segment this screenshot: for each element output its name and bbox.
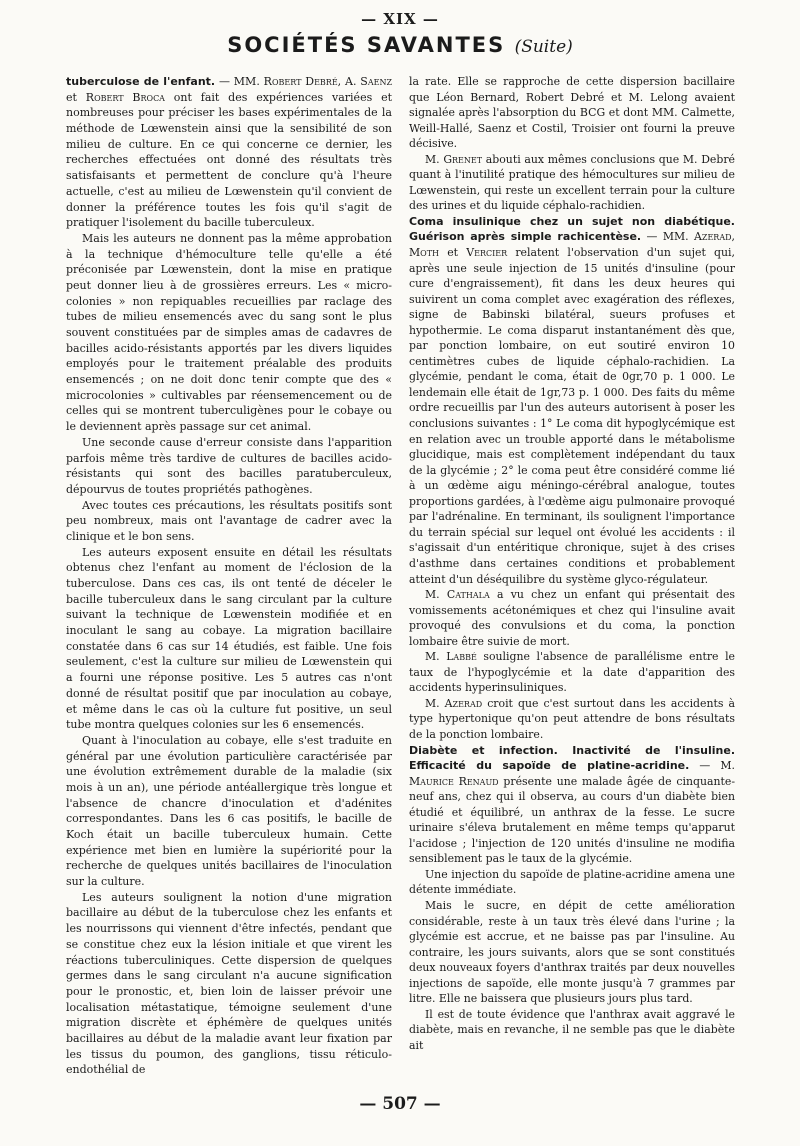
paragraph: Les auteurs soulignent la notion d'une migration bacillaire au début de la tuberculose chez les enfants et les nourrissons qui viennent d'être infectés, pendant que se constitue chez eux la lésion initiale et que virent les réactions tuberculiniques. Cette dispersion de quelques germes dans le sang circulant n'a aucune signification pour le pronostic, et, bien loin de laisser prévoir une localisation métastatique, témoigne seulement d'une migration discrète et éphémère de quelques unités bacillaires au début de la maladie avant leur fixation par les tissus du poumon, des ganglions, tissu réticulo-endothélial de (66, 890, 392, 1077)
author-name: Robert Debré (263, 75, 338, 88)
text-run: M. (425, 588, 447, 602)
text-run: présente une malade âgée de cinquante-neuf ans, chez qui il observa, au cours d'un diabète bien étudié et équilibré, un anthrax de la fesse. Le sucre urinaire s'éleva brutalement en même temps qu'apparut l'acidose ; l'injection de 120 unités d'insuline ne modifia sensiblement pas le taux de la glycémie. (409, 774, 735, 866)
author-name: Vercier (466, 246, 508, 260)
text-run: , (337, 75, 346, 88)
paragraph: Les auteurs exposent ensuite en détail les résultats obtenus chez l'enfant au moment de l'éclosion de la tuberculose. Dans ces cas, ils ont tenté de déceler le bacille tuberculeux dans le sang circulant par la culture suivant la technique de Lœwenstein modifiée et en inoculant le sang au cobaye. La migration bacillaire constatée dans 6 cas sur 14 étudiés, est faible. Une fois seulement, c'est la culture sur milieu de Lœwenstein qui a fourni une réponse positive. Les 5 autres cas n'ont donné de résultat positif que par inoculation au cobaye, et même dans le cas où la culture fut positive, un seul tube montra quelques colonies sur les 6 ensemencés. (66, 545, 392, 732)
section-subtitle: (Suite) (514, 37, 573, 57)
paragraph (409, 743, 735, 867)
text-run: — MM. (641, 230, 695, 244)
paragraph (409, 696, 735, 743)
text-run: et (439, 246, 467, 260)
text-run: abouti aux mêmes conclusions que M. Debré quant à l'inutilité pratique des hémocultures sur milieu de Lœwenstein, qui reste un excellent terrain pour la culture des urines et du liquide céphalo-rachidien. (409, 152, 735, 213)
article-heading: Diabète et infection. Inactivité de l'insuline. Efficacité du sapoïde de platine-acridine. (409, 743, 735, 773)
right-column (409, 74, 735, 1053)
author-name: Robert Broca (85, 90, 165, 104)
page-header (0, 10, 800, 60)
paragraph: Il est de toute évidence que l'anthrax avait aggravé le diabète, mais en revanche, il ne semble pas que le diabète ait (409, 1007, 735, 1052)
text-run: ont fait des expériences variées et nombreuses pour préciser les bases expérimentales de la méthode de Lœwenstein ainsi que la sensibilité de son milieu de culture. En ce qui concerne ce dernier, les recherches effectuées ont donné des résultats très satisfaisants et permettent de conclure qu'à l'heure actuelle, c'est au milieu de Lœwenstein qu'il convient de donner la préférence toutes les fois qu'il s'agit de pratiquer l'isolement du bacille tuberculeux. (66, 90, 392, 230)
paragraph: Mais le sucre, en dépit de cette amélioration considérable, reste à un taux très élevé dans l'urine ; la glycémie est accrue, et ne baisse pas par l'insuline. Au contraire, les jours suivants, alors que se sont constitués deux nouveaux foyers d'anthrax traités par deux nouvelles injections de sapoïde, elle monte jusqu'à 7 grammes par litre. Elle ne baissera que plusieurs jours plus tard. (409, 898, 735, 1006)
text-run: M. (425, 152, 444, 166)
paragraph: Mais les auteurs ne donnent pas la même approbation à la technique d'hémoculture telle qu'elle a été préconisée par Lœwenstein, dont la mise en pratique peut donner lieu à de grossières erreurs. Les « micro-colonies » non repiquables recueillies par raclage des tubes de milieu ensemencés avec du sang sont le plus souvent constituées par de simples amas de cadavres de bacilles acido-résistants apportés par les divers liquides employés pour le traitement préalable des produits ensemencés ; on ne doit donc tenir compte que des « microcolonies » cultivables par réensemencement ou de celles qui se montrent tuberculigènes pour le cobaye ou le deviennent après passage sur cet animal. (66, 231, 392, 434)
paragraph: Une seconde cause d'erreur consiste dans l'apparition parfois même très tardive de cultures de bacilles acido-résistants qui sont des bacilles paratuberculeux, dépourvus de toutes propriétés pathogènes. (66, 435, 392, 496)
folio-number: — XIX — (361, 10, 439, 28)
page-number: — 507 — (359, 1094, 441, 1114)
text-run: M. (425, 696, 445, 710)
text-run: et (66, 90, 86, 104)
author-name: Cathala (446, 588, 490, 602)
text-run: a vu chez un enfant qui présentait des vomissements acétonémiques et chez qui l'insuline avait provoqué des convulsions et du coma, la ponction lombaire être suivie de mort. (409, 588, 735, 648)
text-run: — M. (689, 759, 735, 773)
text-run: souligne l'absence de parallélisme entre le taux de l'hypoglycémie et la date d'apparition des accidents hyperinsuliniques. (409, 650, 735, 695)
article-heading: Coma insulinique chez un sujet non diabétique. Guérison après simple rachicentèse. (409, 214, 735, 244)
author-name: Labbé (446, 650, 477, 664)
paragraph (409, 152, 735, 214)
paragraph (409, 214, 735, 587)
paragraph (409, 587, 735, 649)
paragraph (409, 649, 735, 696)
paragraph: la rate. Elle se rapproche de cette dispersion bacillaire que Léon Bernard, Robert Debré et M. Lelong avaient signalée après l'absorption du BCG et dont MM. Calmette, Weill-Hallé, Saenz et Costil, Troisier ont fourni la preuve décisive. (409, 75, 735, 151)
article-heading: tuberculose de l'enfant. (66, 75, 216, 88)
author-name: A. Saenz (345, 75, 393, 88)
text-run: , (731, 230, 735, 244)
paragraph: Quant à l'inoculation au cobaye, elle s'est traduite en général par une évolution particulière caractérisée par une évolution extrêmement durable de la maladie (six mois à un an), une période antéallergique très longue et l'absence de chancre d'inoculation et d'adénites correspondantes. Dans les 6 cas positifs, le bacille de Koch était un bacille tuberculeux humain. Cette expérience met bien en lumière la supériorité pour la recherche de quelques unités bacillaires de l'inoculation sur la culture. (66, 733, 392, 889)
text-run: relatent l'observation d'un sujet qui, après une seule injection de 15 unités d'insuline (pour cure d'engraissement), fit dans les deux heures qui suivirent un coma complet avec exagération des réflexes, signe de Babinski bilatéral, sueurs profuses et hypothermie. Le coma disparut instantanément dès que, par ponction lombaire, on eut soutiré environ 10 centimètres cubes de liquide céphalo-rachidien. La glycémie, pendant le coma, était de 0gr,70 p. 1 000. Le lendemain elle était de 1gr,73 p. 1 000. Des faits du même ordre recueillis par l'un des auteurs autorisent à poser les conclusions suivantes : 1° Le coma dit hypoglycémique est en relation avec un trouble apporté dans le métabolisme glucidique, mais est complètement indépendant du taux de la glycémie ; 2° le coma peut être considéré comme lié à un œdème aigu méningo-cérébral analogue, toutes proportions gardées, à l'œdème aigu pulmonaire provoqué par l'adrénaline. En terminant, ils soulignent l'importance du terrain spécial sur lequel ont évolué les accidents : il s'agissait d'un entéritique chronique, sujet à des crises d'asthme dans certaines conditions et probablement atteint d'un déséquilibre du système glyco-régulateur. (409, 246, 735, 586)
paragraph (66, 74, 392, 231)
author-name: Maurice Renaud (409, 774, 499, 788)
author-name: Grenet (443, 152, 483, 166)
paragraph: Avec toutes ces précautions, les résultats positifs sont peu nombreux, mais ont l'avantage de cadrer avec la clinique et le bon sens. (66, 498, 392, 543)
text-run: — MM. (215, 75, 264, 88)
text-run: croit que c'est surtout dans les accidents à type hypertonique qu'on peut attendre de bons résultats de la ponction lombaire. (409, 696, 735, 741)
author-name: Azerad (694, 230, 732, 244)
author-name: Azerad (444, 696, 483, 710)
author-name: Moth (409, 246, 440, 260)
section-title: SOCIÉTÉS SAVANTES (227, 33, 506, 57)
text-run: M. (425, 650, 447, 664)
section-masthead (0, 32, 800, 60)
left-column (66, 74, 392, 1078)
paragraph: Une injection du sapoïde de platine-acridine amena une détente immédiate. (409, 867, 735, 897)
